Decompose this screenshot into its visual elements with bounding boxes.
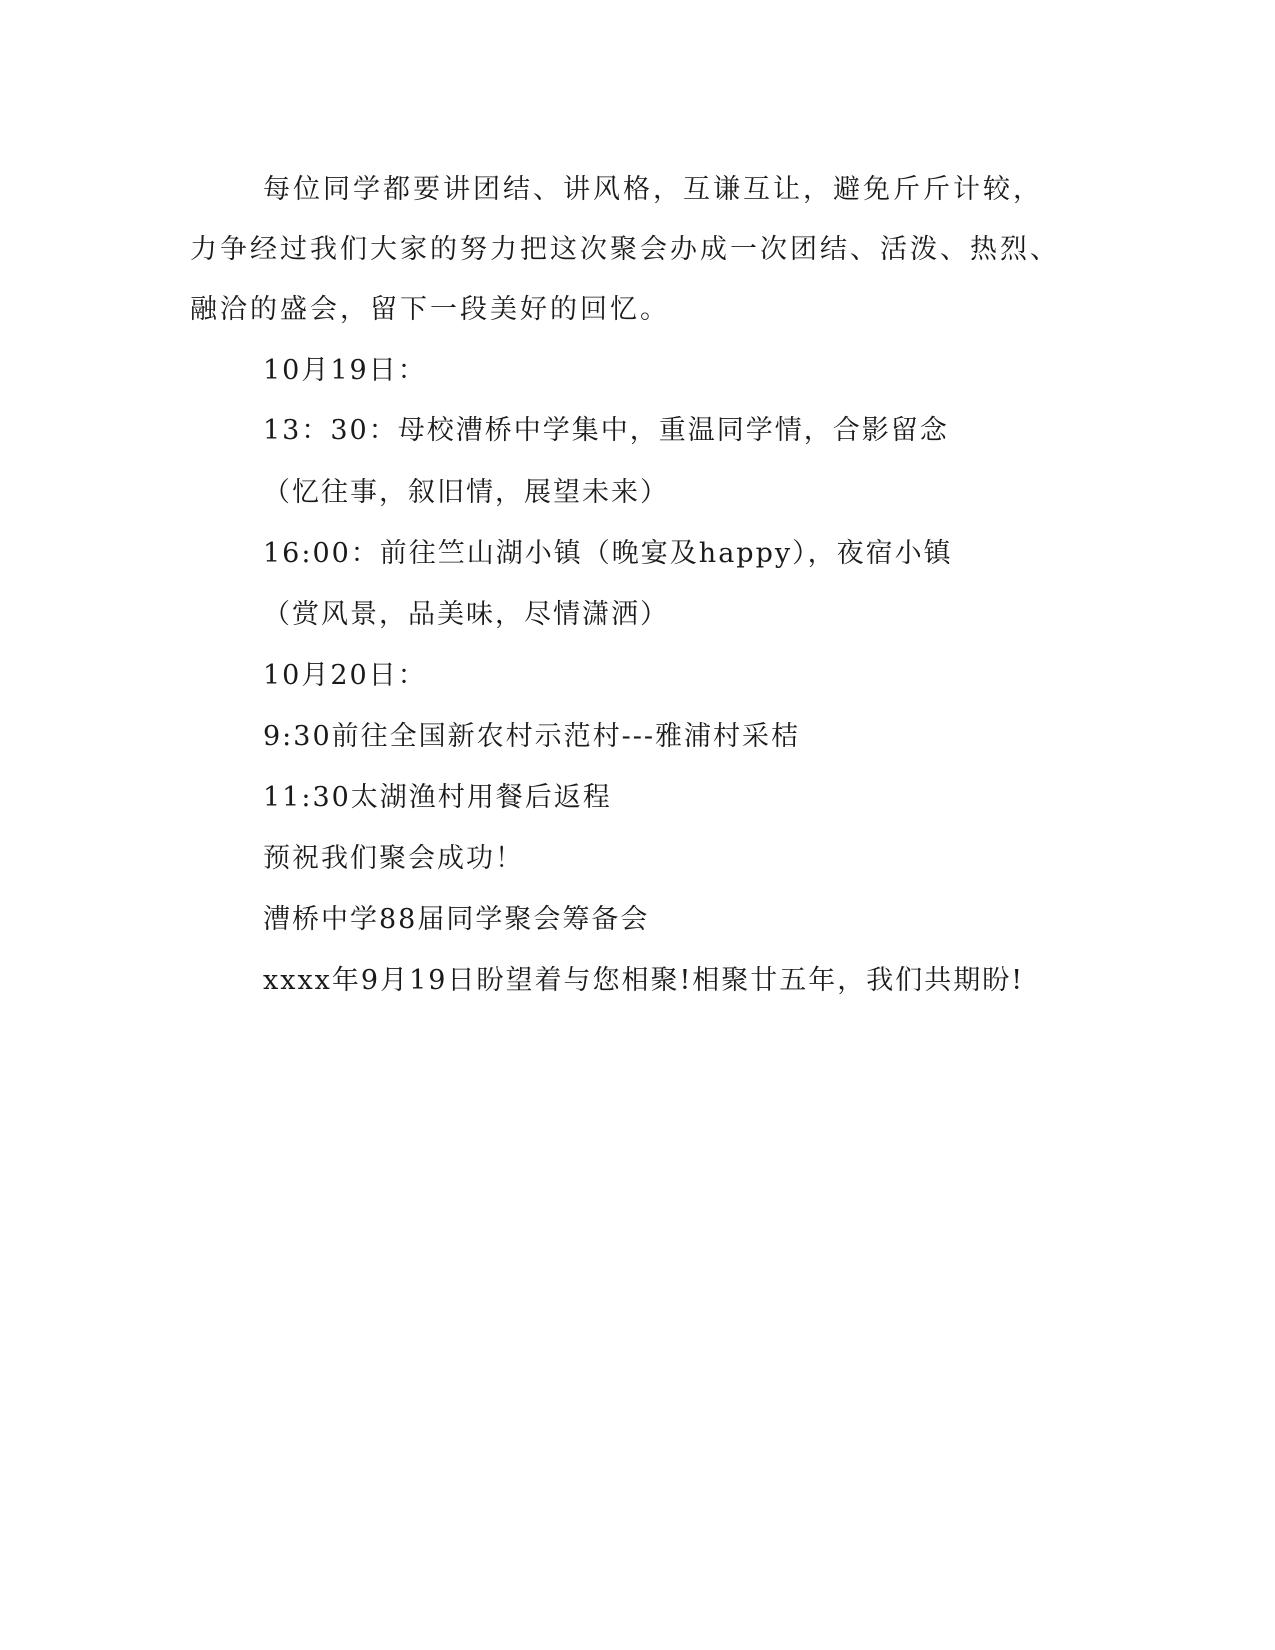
- schedule-item: 9:30前往全国新农村示范村---雅浦村采桔: [263, 721, 800, 752]
- schedule-item: 16:00：前往竺山湖小镇（晚宴及happy），夜宿小镇: [263, 538, 953, 569]
- organizer-signature: 漕桥中学88届同学聚会筹备会: [263, 904, 650, 935]
- schedule-item: 11:30太湖渔村用餐后返程: [263, 782, 612, 813]
- schedule-item-note: （忆往事，叙旧情，展望未来）: [263, 477, 669, 508]
- schedule-day-1-heading: 10月19日：: [263, 355, 427, 386]
- schedule-item: 13：30：母校漕桥中学集中，重温同学情，合影留念: [263, 415, 949, 446]
- schedule-day-2-heading: 10月20日：: [263, 660, 427, 691]
- closing-date-line: xxxx年9月19日盼望着与您相聚!相聚廿五年，我们共期盼!: [263, 965, 1025, 996]
- intro-paragraph: 每位同学都要讲团结、讲风格，互谦互让，避免斤斤计较，力争经过我们大家的努力把这次聚会办成一次团结、活泼、热烈、融洽的盛会，留下一段美好的回忆。: [190, 174, 1060, 325]
- closing-wish: 预祝我们聚会成功！: [263, 843, 524, 874]
- schedule-item-note: （赏风景，品美味，尽情潇洒）: [263, 599, 669, 630]
